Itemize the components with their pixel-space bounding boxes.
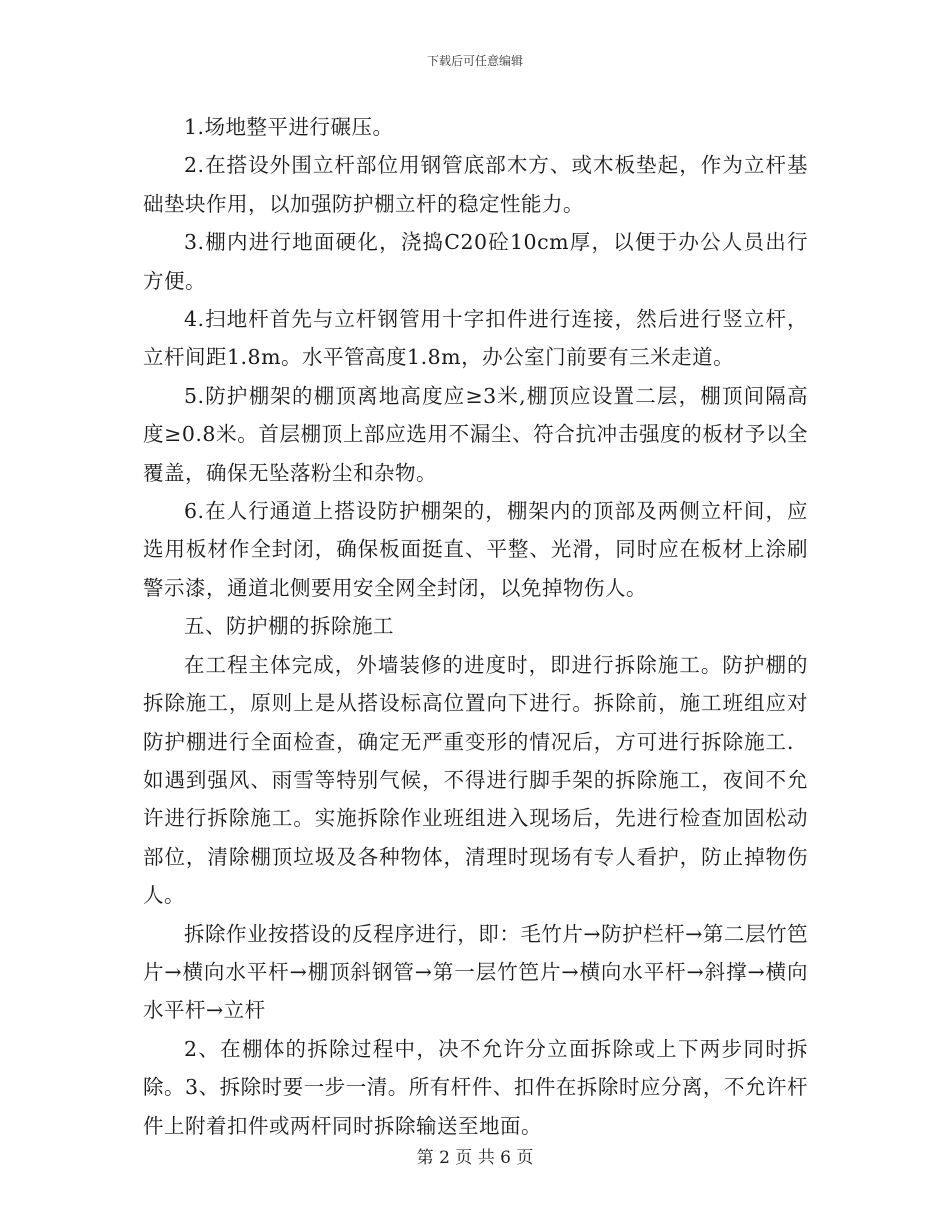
document-body	[143, 108, 808, 1145]
paragraph-sweep-rod: 4.扫地杆首先与立杆钢管用十字扣件进行连接，然后进行竖立杆，立杆间距1.8m。水平管高度1.8m，办公室门前要有三米走道。	[143, 307, 808, 370]
paragraph-dismantling-sequence: 拆除作业按搭设的反程序进行，即：毛竹片→防护栏杆→第二层竹笆片→横向水平杆→棚顶斜钢管→第一层竹笆片→横向水平杆→斜撑→横向水平杆→立杆	[143, 921, 808, 1023]
section-heading-dismantling: 五、防护棚的拆除施工	[184, 614, 394, 639]
paragraph-dismantling-rules: 2、在棚体的拆除过程中，决不允许分立面拆除或上下两步同时拆除。3、拆除时要一步一清。所有杆件、扣件在拆除时应分离，不允许杆件上附着扣件或两杆同时拆除输送至地面。	[143, 1036, 808, 1138]
page-header-note: 下载后可任意编辑	[426, 54, 523, 68]
paragraph-canopy-height: 5.防护棚架的棚顶离地高度应≥3米,棚顶应设置二层，棚顶间隔高度≥0.8米。首层棚顶上部应选用不漏尘、符合抗冲击强度的板材予以全覆盖，确保无坠落粉尘和杂物。	[143, 383, 808, 485]
paragraph-pole-base: 2.在搭设外围立杆部位用钢管底部木方、或木板垫起，作为立杆基础垫块作用，以加强防护棚立杆的稳定性能力。	[143, 153, 808, 216]
paragraph-dismantling-procedure: 在工程主体完成，外墙装修的进度时，即进行拆除施工。防护棚的拆除施工，原则上是从搭设标高位置向下进行。拆除前，施工班组应对防护棚进行全面检查，确定无严重变形的情况后，方可进行拆除施工．如遇到强风、雨雪等特别气候，不得进行脚手架的拆除施工，夜间不允许进行拆除施工。实施拆除作业班组进入现场后，先进行检查加固松动部位，清除棚顶垃圾及各种物体，清理时现场有专人看护，防止掉物伤人。	[143, 652, 808, 908]
paragraph-site-leveling: 1.场地整平进行碾压。	[184, 115, 394, 139]
paragraph-passage-enclosure: 6.在人行通道上搭设防护棚架的，棚架内的顶部及两侧立杆间，应选用板材作全封闭，确保板面挺直、平整、光滑，同时应在板材上涂刷警示漆，通道北侧要用安全网全封闭，以免掉物伤人。	[143, 499, 808, 600]
paragraph-floor-hardening: 3.棚内进行地面硬化，浇捣C20砼10cm厚，以便于办公人员出行方便。	[143, 230, 808, 293]
page-number: 第 2 页 共 6 页	[416, 1148, 534, 1168]
